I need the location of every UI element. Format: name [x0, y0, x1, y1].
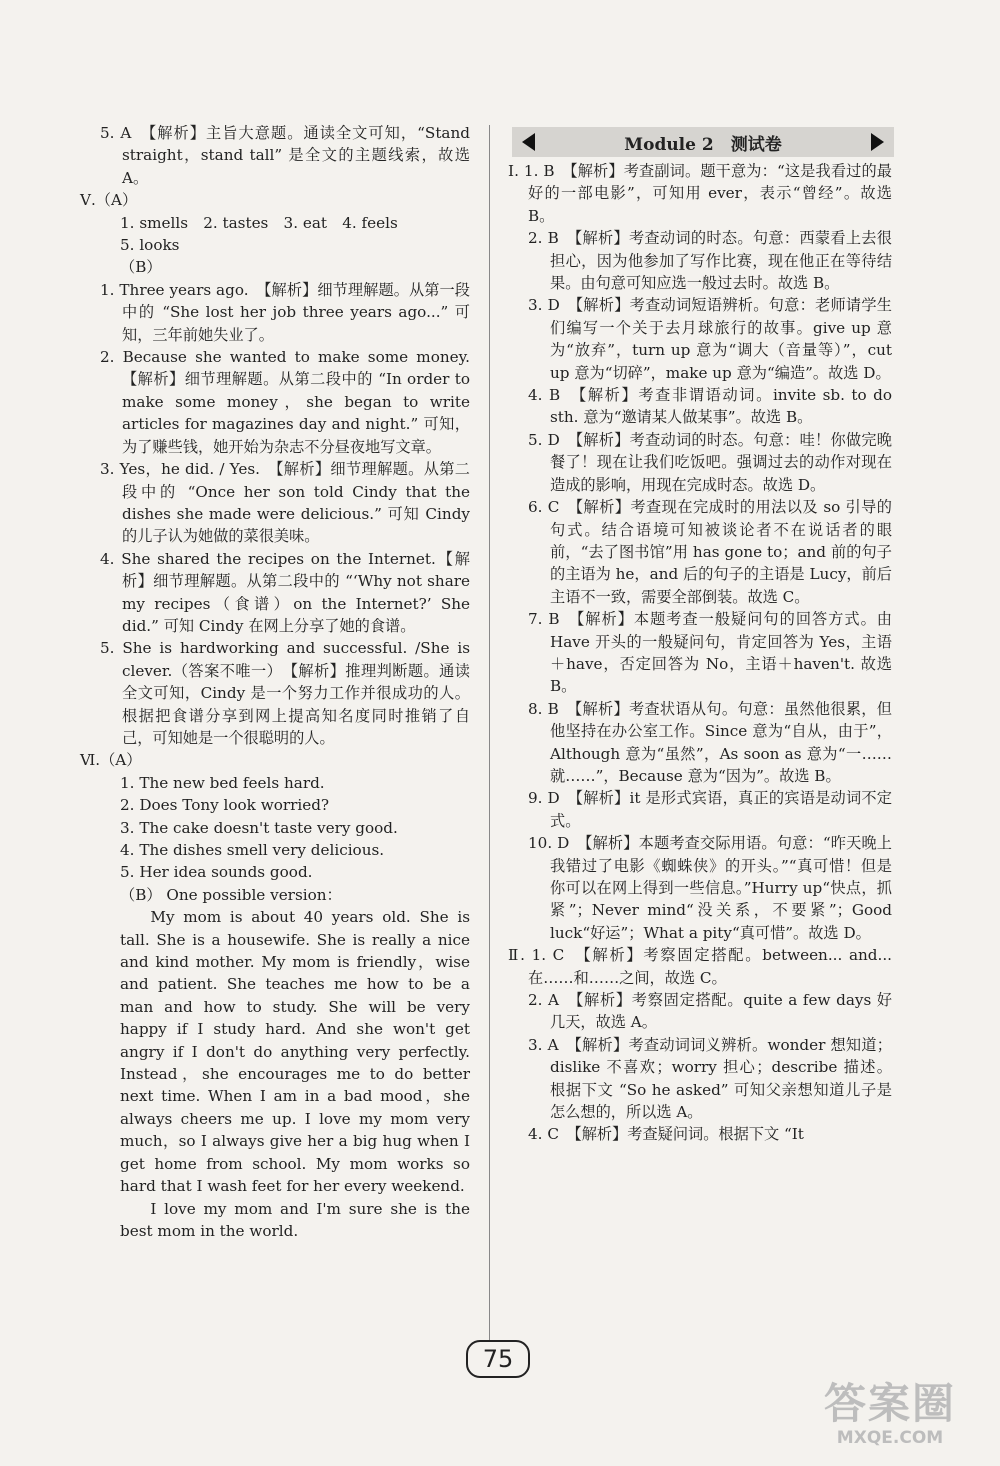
- answer-item: 2. A 【解析】考察固定搭配。quite a few days 好几天，故选 A。: [528, 991, 892, 1032]
- answer-item: 10. D 【解析】本题考查交际用语。句意：“昨天晚上我错过了电影《蜘蛛侠》的开头。”“真可惜！但是你可以在网上得到一些信息。”Hurry up“快点，抓紧”；Never mind“没关系，不要紧”；Good luck“好运”；What a pity“真可惜”。故选 D。: [528, 834, 892, 942]
- answer-item: 2. Does Tony look worried?: [120, 796, 330, 815]
- module-header-bar: [512, 127, 894, 157]
- answer-item: 2. B 【解析】考查动词的时态。句意：西蒙看上去很担心，因为他参加了写作比赛，现在他正在等待结果。由句意可知应选一般过去时。故选 B。: [528, 229, 892, 293]
- answer-item: 3. The cake doesn't taste very good.: [120, 818, 398, 837]
- answer-item: 3. D 【解析】考查动词短语辨析。句意：老师请学生们编写一个关于去月球旅行的故事。give up 意为“放弃”，turn up 意为“调大（音量等）”，cut up 意为“切碎”，make up 意为“编造”。故选 D。: [528, 296, 892, 382]
- right-column: [508, 160, 892, 1146]
- answer-item: 3. A 【解析】考查动词词义辨析。wonder 想知道；dislike 不喜欢；worry 担心；describe 描述。根据下文 “So he asked” 可知父亲想知道儿子是怎么想的，所以选 A。: [528, 1035, 892, 1122]
- answer-item: 4. She shared the recipes on the Internet.【解析】细节理解题。从第二段中的 “‘Why not share my recipes（食谱）on the Internet?’ She did.” 可知 Cindy 在网上分享了她的食谱。: [100, 549, 470, 635]
- answer-item: 3. Yes，he did. / Yes. 【解析】细节理解题。从第二段中的 “Once her son told Cindy that the dishes she made were delicious.” 可知 Cindy 的儿子认为她做的菜很美味。: [100, 460, 470, 546]
- page-number: 75: [466, 1340, 530, 1378]
- answer-item: 7. B 【解析】本题考查一般疑问句的回答方式。由 Have 开头的一般疑问句，肯定回答为 Yes，主语＋have，否定回答为 No，主语＋haven't. 故选 B。: [528, 610, 892, 696]
- arrow-left-icon: [522, 133, 535, 151]
- answer-item: 1. The new bed feels hard.: [120, 773, 325, 792]
- answer-item: 5. She is hardworking and successful. /She is clever.（答案不唯一） 【解析】推理判断题。通读全文可知，Cindy 是一个努力工作并很成功的人。根据把食谱分享到网上提高知名度同时推销了自己，可知她是一个很聪明的人。: [100, 639, 470, 747]
- subsection-label: （B）: [120, 258, 162, 277]
- answer-item: 1. Three years ago. 【解析】细节理解题。从第一段中的 “She lost her job three years ago...” 可知，三年前她失业了。: [100, 280, 470, 344]
- arrow-right-icon: [871, 133, 884, 151]
- answer-item: 2. Because she wanted to make some money.【解析】细节理解题。从第二段中的 “In order to make some money，she began to write articles for magazines day and night.” 可知，为了赚些钱，她开始为杂志不分昼夜地写文章。: [100, 348, 470, 456]
- answer-item: 5. A 【解析】主旨大意题。通读全文可知，“Stand straight，stand tall” 是全文的主题线索，故选 A。: [100, 124, 470, 187]
- answer-item: 4. B 【解析】考查非谓语动词。invite sb. to do sth. 意为“邀请某人做某事”。故选 B。: [528, 386, 892, 427]
- answer-item: 6. C 【解析】考查现在完成时的用法以及 so 引导的句式。结合语境可知被谈论者不在说话者的眼前，“去了图书馆”用 has gone to；and 前的句子的主语为 he，and 后的句子的主语是 Lucy，前后主语不一致，需要全部倒装。故选 C。: [528, 498, 892, 606]
- watermark-text: 答案圈: [823, 1379, 956, 1428]
- watermark-logo: [800, 1380, 980, 1448]
- column-divider: [489, 125, 490, 1340]
- section-heading: Ⅵ.（A）: [80, 751, 142, 770]
- answer-item: Ⅰ. 1. B 【解析】考查副词。题干意为：“这是我看过的最好的一部电影”，可知用 ever，表示“曾经”。故选 B。: [508, 162, 892, 225]
- answer-item: 8. B 【解析】考查状语从句。句意：虽然他很累，但他坚持在办公室工作。Since 意为“自从，由于”，Although 意为“虽然”，As soon as 意为“一……就……”，Because 意为“因为”。故选 B。: [528, 699, 892, 785]
- essay-paragraph: I love my mom and I'm sure she is the best mom in the world.: [120, 1199, 470, 1240]
- answer-item: 4. C 【解析】考查疑问词。根据下文 “It: [528, 1125, 804, 1144]
- subsection-label: （B） One possible version：: [120, 885, 342, 904]
- answer-item: Ⅱ. 1. C 【解析】考察固定搭配。between... and... 在……和……之间，故选 C。: [508, 946, 892, 987]
- answer-item: 5. looks: [120, 236, 180, 255]
- left-column: [80, 122, 470, 1242]
- answer-item: 5. D 【解析】考查动词的时态。句意：哇！你做完晚餐了！现在让我们吃饭吧。强调过去的动作对现在造成的影响，用现在完成时态。故选 D。: [528, 430, 892, 494]
- answer-item: 1. smells 2. tastes 3. eat 4. feels: [120, 213, 398, 232]
- module-title: Module 2 测试卷: [624, 134, 782, 155]
- watermark-url: MXQE.COM: [836, 1428, 944, 1448]
- section-heading: Ⅴ.（A）: [80, 191, 138, 210]
- essay-paragraph: My mom is about 40 years old. She is tall. She is a housewife. She is really a nice and kind mother. My mom is friendly，wise and patient. She teaches me how to be a man and how to study. She will be very happy if I study hard. And she won't get angry if I don't do anything very perfectly. Instead，she encourages me to do better next time. When I am in a bad mood，she always cheers me up. I love my mom very much，so I always give her a big hug when I get home from school. My mom works so hard that I wash feet for her every weekend.: [120, 908, 470, 1196]
- answer-item: 5. Her idea sounds good.: [120, 863, 313, 882]
- answer-item: 4. The dishes smell very delicious.: [120, 841, 385, 859]
- answer-item: 9. D 【解析】it 是形式宾语，真正的宾语是动词不定式。: [528, 789, 892, 830]
